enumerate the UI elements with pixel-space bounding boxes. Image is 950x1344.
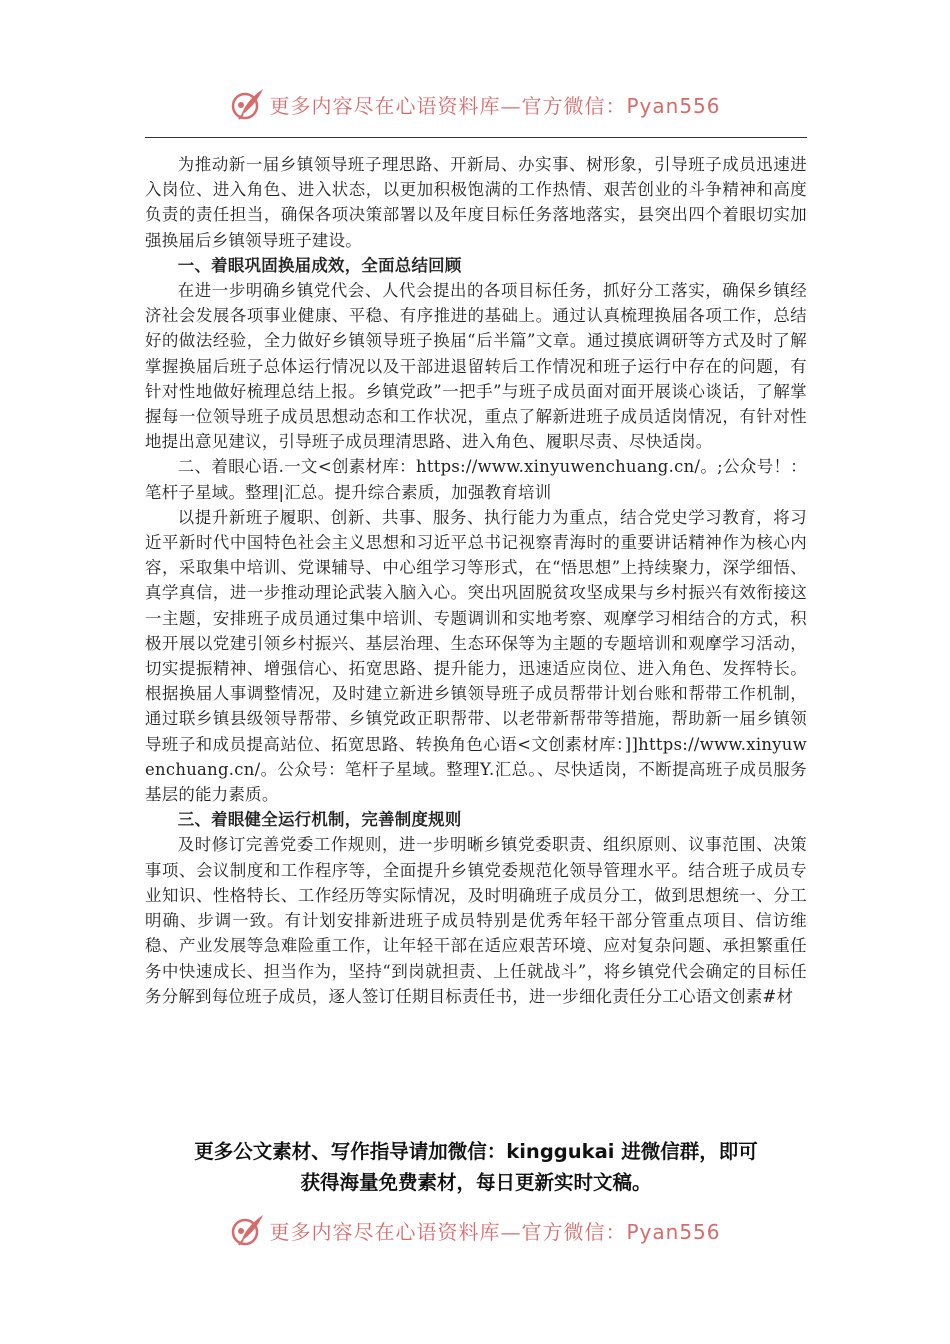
section-heading-2: 二、着眼心语.一文<创素材库：https://www.xinyuwenchuang.cn/。;公众号！：笔杆子星域。整理|汇总。提升综合素质，加强教育培训 xyxy=(145,457,807,502)
header-banner xyxy=(0,84,950,124)
section-heading-1: 一、着眼巩固换届成效，全面总结回顾 xyxy=(177,255,462,275)
header-banner-text: 更多内容尽在心语资料库—官方微信：Pyan556 xyxy=(269,93,721,118)
header-wechat-id: Pyan556 xyxy=(626,93,721,118)
footer-banner-text: 更多内容尽在心语资料库—官方微信：Pyan556 xyxy=(269,1219,721,1244)
quill-logo-icon xyxy=(229,86,265,122)
intro-paragraph: 为推动新一届乡镇领导班子理思路、开新局、办实事、树形象，引导班子成员迅速进入岗位、进入角色、进入状态，以更加积极饱满的工作热情、艰苦创业的斗争精神和高度负责的责任担当，确保各项决策部署以及年度目标任务落地落实，县突出四个着眼切实加强换届后乡镇领导班子建设。 xyxy=(145,155,807,250)
section-heading-3: 三、着眼健全运行机制，完善制度规则 xyxy=(177,810,462,830)
footer-banner xyxy=(0,1210,950,1250)
document-body xyxy=(145,152,807,1009)
section-paragraph-2: 以提升新班子履职、创新、共事、服务、执行能力为重点，结合党史学习教育，将习近平新时代中国特色社会主义思想和习近平总书记视察青海时的重要讲话精神作为核心内容，采取集中培训、党课辅导、中心组学习等形式，在“悟思想”上持续聚力，深学细悟、真学真信，进一步推动理论武装入脑入心。突出巩固脱贫攻坚成果与乡村振兴有效衔接这一主题，安排班子成员通过集中培训、专题调训和实地考察、观摩学习相结合的方式，积极开展以党建引领乡村振兴、基层治理、生态环保等为主题的专题培训和观摩学习活动，切实提振精神、增强信心、拓宽思路、提升能力，迅速适应岗位、进入角色、发挥特长。根据换届人事调整情况，及时建立新进乡镇领导班子成员帮带计划台账和帮带工作机制，通过联乡镇县级领导帮带、乡镇党政正职帮带、以老带新帮带等措施，帮助新一届乡镇领导班子和成员提高站位、拓宽思路、转换角色心语<文创素材库：]]https://www.xinyuwenchuang.cn/。公众号：笔杆子星域。整理Y.汇总。、尽快适岗，不断提高班子成员服务基层的能力素质。 xyxy=(145,507,807,805)
section-paragraph-3: 及时修订完善党委工作规则，进一步明晰乡镇党委职责、组织原则、议事范围、决策事项、会议制度和工作程序等，全面提升乡镇党委规范化领导管理水平。结合班子成员专业知识、性格特长、工作经历等实际情况，及时明确班子成员分工，做到思想统一、分工明确、步调一致。有计划安排新进班子成员特别是优秀年轻干部分管重点项目、信访维稳、产业发展等急难险重工作，让年轻干部在适应艰苦环境、应对复杂问题、承担繁重任务中快速成长、担当作为，坚持“到岗就担责、上任就战斗”，将乡镇党代会确定的目标任务分解到每位班子成员，逐人签订任期目标责任书，进一步细化责任分工心语文创素#材 xyxy=(145,835,807,1006)
promo-line-2: 获得海量免费素材，每日更新实时文稿。 xyxy=(300,1171,652,1194)
footer-wechat-id: Pyan556 xyxy=(626,1219,721,1244)
promo-line-1: 更多公文素材、写作指导请加微信：kinggukai 进微信群，即可 xyxy=(194,1140,758,1163)
section-paragraph-1: 在进一步明确乡镇党代会、人代会提出的各项目标任务，抓好分工落实，确保乡镇经济社会发展各项事业健康、平稳、有序推进的基础上。通过认真梳理换届各项工作，总结好的做法经验，全力做好乡镇领导班子换届“后半篇”文章。通过摸底调研等方式及时了解掌握换届后班子总体运行情况以及干部进退留转后工作情况和班子运行中存在的问题，有针对性地做好梳理总结上报。乡镇党政”一把手”与班子成员面对面开展谈心谈话，了解掌握每一位领导班子成员思想动态和工作状况，重点了解新进班子成员适岗情况，有针对性地提出意见建议，引导班子成员理清思路、进入角色、履职尽责、尽快适岗。 xyxy=(145,281,807,452)
quill-logo-icon xyxy=(229,1212,265,1248)
header-divider xyxy=(145,137,807,138)
promo-notice xyxy=(145,1136,807,1198)
